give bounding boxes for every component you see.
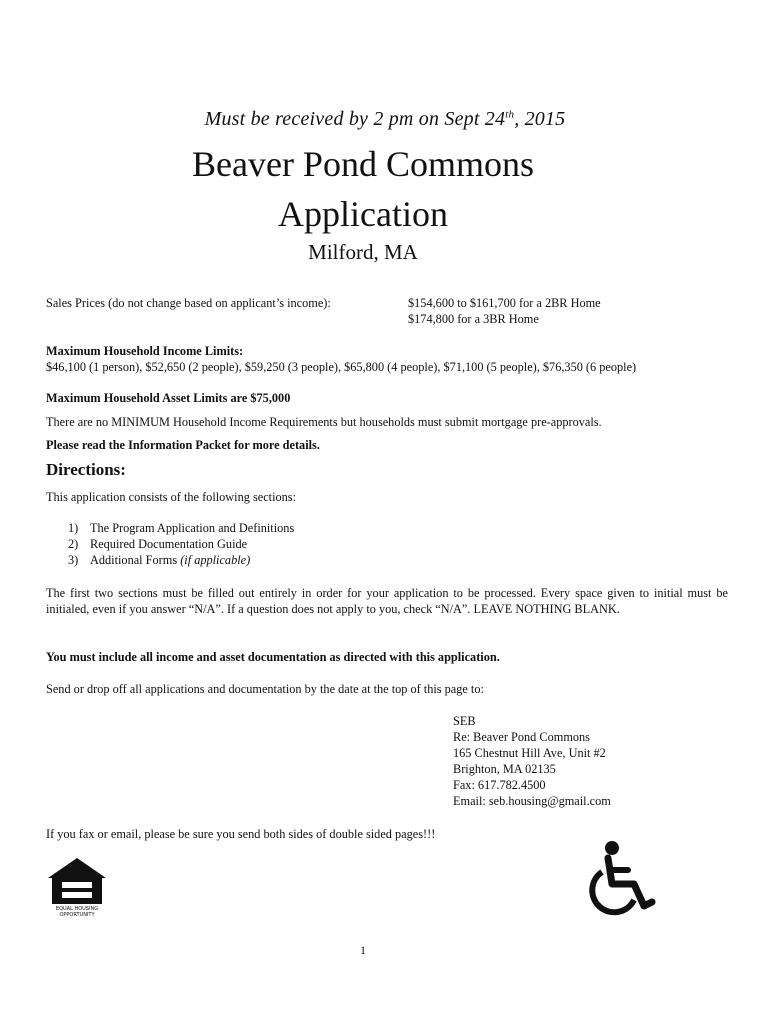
directions-heading: Directions: [46,460,126,479]
list-text: Additional Forms [90,553,181,567]
instructions-paragraph: The first two sections must be filled out entirely in order for your application to be processed. Every space given to initial must be initialed, even if you answer “N/A”. If a question does not apply to you, check “N/A”. LEAVE NOTHING BLANK. [46,586,728,616]
deadline-year: , 2015 [514,108,566,130]
documentation-notice: You must include all income and asset documentation as directed with this application. [46,650,500,664]
mailing-address [453,713,611,809]
address-line: SEB [453,714,476,728]
list-number: 3) [68,553,79,567]
address-line: Brighton, MA 02135 [453,762,556,776]
send-instructions: Send or drop off all applications and documentation by the date at the top of this page to: [46,682,484,696]
sales-prices-values [408,295,601,327]
address-line: Re: Beaver Pond Commons [453,730,590,744]
page-subtitle: Application [278,194,448,234]
sections-list [68,520,294,568]
sales-prices-label: Sales Prices (do not change based on applicant’s income): [46,296,331,310]
no-minimum-notice: There are no MINIMUM Household Income Requirements but households must submit mortgage pre-approvals. [46,415,602,429]
list-text: The Program Application and Definitions [90,521,295,535]
page-number: 1 [360,943,366,957]
info-packet-notice: Please read the Information Packet for more details. [46,438,320,452]
location: Milford, MA [308,240,418,264]
address-line: 165 Chestnut Hill Ave, Unit #2 [453,746,606,760]
page-title: Beaver Pond Commons [192,144,534,184]
list-text: Required Documentation Guide [90,537,248,551]
price-3br: $174,800 for a 3BR Home [408,312,539,326]
list-item [68,536,294,552]
equal-housing-caption: OPPORTUNITY [59,912,95,918]
list-note: (if applicable) [180,553,251,567]
list-item [68,552,294,568]
fax-number: Fax: 617.782.4500 [453,778,546,792]
equal-housing-caption: EQUAL HOUSING [55,906,99,912]
list-number: 2) [68,537,79,551]
equal-housing-opportunity-icon [46,856,108,918]
asset-limit-heading: Maximum Household Asset Limits are $75,000 [46,391,291,405]
directions-intro: This application consists of the following sections: [46,490,297,504]
deadline-superscript: th [505,108,515,121]
list-number: 1) [68,521,79,535]
deadline-notice [0,108,770,131]
price-2br: $154,600 to $161,700 for a 2BR Home [408,296,601,310]
email-address: Email: seb.housing@gmail.com [453,794,611,808]
fax-note: If you fax or email, please be sure you send both sides of double sided pages!!! [46,827,436,841]
deadline-text: Must be received by 2 pm on Sept 24 [204,108,506,130]
income-limits-heading: Maximum Household Income Limits: [46,344,244,358]
wheelchair-accessibility-icon [588,838,660,918]
list-item [68,520,294,536]
income-limits-text: $46,100 (1 person), $52,650 (2 people), $59,250 (3 people), $65,800 (4 people), $71,100 (5 people), $76,350 (6 people) [46,360,637,374]
